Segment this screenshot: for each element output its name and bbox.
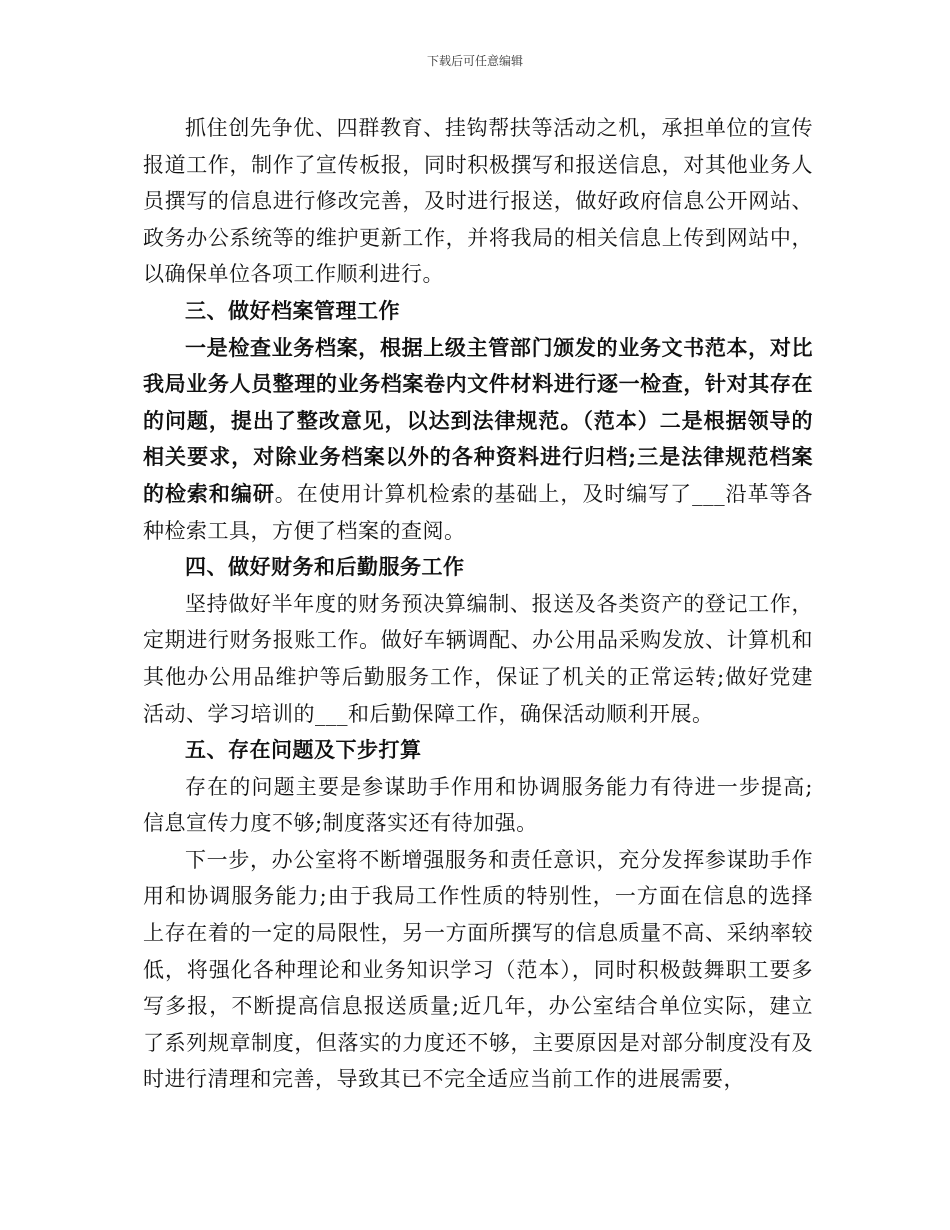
paragraph-publicity: 抓住创先争优、四群教育、挂钩帮扶等活动之机，承担单位的宣传报道工作，制作了宣传板报，同时积极撰写和报送信息，对其他业务人员撰写的信息进行修改完善，及时进行报送，做好政府信息公开网站、政务办公系统等的维护更新工作，并将我局的相关信息上传到网站中，以确保单位各项工作顺利进行。	[143, 116, 813, 287]
section-heading-problems: 五、存在问题及下步打算	[185, 737, 422, 763]
document-body	[143, 110, 813, 1098]
paragraph-finance: 坚持做好半年度的财务预决算编制、报送及各类资产的登记工作，定期进行财务报账工作。做好车辆调配、办公用品采购发放、计算机和其他办公用品维护等后勤服务工作，保证了机关的正常运转;做好党建活动、学习培训的___和后勤保障工作，确保活动顺利开展。	[143, 591, 813, 726]
page-header: 下载后可任意编辑	[426, 54, 523, 68]
section-heading-finance: 四、做好财务和后勤服务工作	[185, 554, 465, 580]
paragraph-archives-bold: 一是检查业务档案，根据上级主管部门颁发的业务文书范本，对比我局业务人员整理的业务档案卷内文件材料进行逐一检查，针对其存在的问题，提出了整改意见，以达到法律规范。（范本）二是根据领导的相关要求，对除业务档案以外的各种资料进行归档;三是法律规范档案的检索和编研	[143, 334, 813, 506]
section-heading-archives: 三、做好档案管理工作	[185, 297, 400, 323]
paragraph-archives	[143, 330, 813, 550]
paragraph-next-steps: 下一步，办公室将不断增强服务和责任意识，充分发挥参谋助手作用和协调服务能力;由于我局工作性质的特别性，一方面在信息的选择上存在着的一定的局限性，另一方面所撰写的信息质量不高、采纳率较低，将强化各种理论和业务知识学习（范本），同时积极鼓舞职工要多写多报，不断提高信息报送质量;近几年，办公室结合单位实际，建立了系列规章制度，但落实的力度还不够，主要原因是对部分制度没有及时进行清理和完善，导致其已不完全适应当前工作的进展需要，	[143, 847, 813, 1092]
paragraph-archives-rest: 。在使用计算机检索的基础上，及时编写了___沿革等各种检索工具，方便了档案的查阅。	[143, 481, 814, 543]
paragraph-problems: 存在的问题主要是参谋助手作用和协调服务能力有待进一步提高;信息宣传力度不够;制度落实还有待加强。	[143, 774, 813, 836]
